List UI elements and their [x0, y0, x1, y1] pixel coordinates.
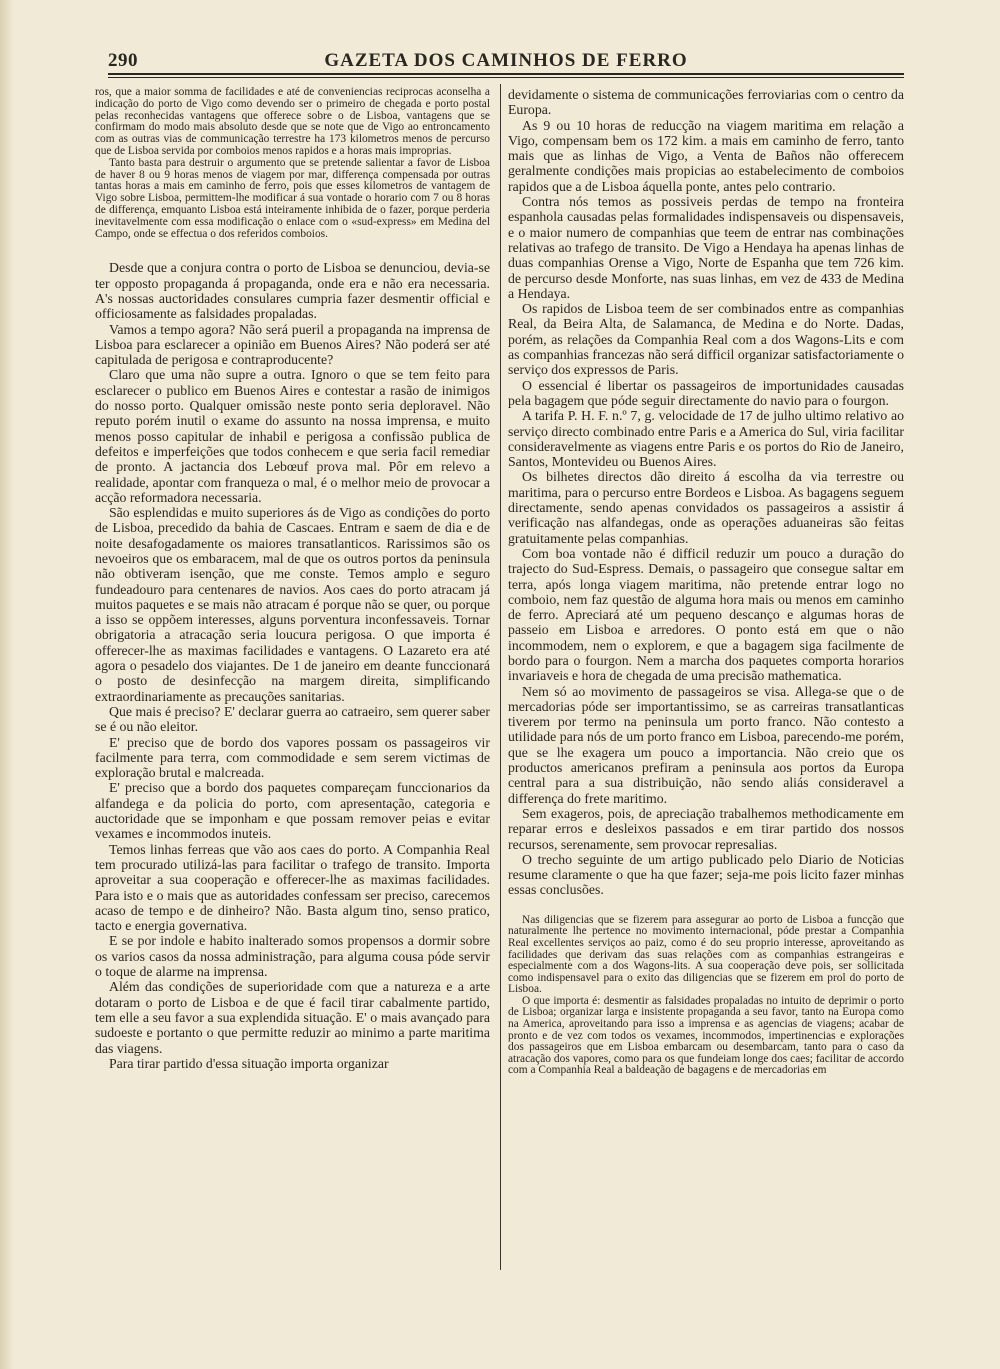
quote-paragraph: Nas diligencias que se fizerem para assegurar ao porto de Lisboa a funcção que naturalmente lhe pertence no movimento internacional, póde prestar a Companhia Real excellentes serviços ao paiz, como é do seu proprio interesse, aproveitando as facilidades que derivam das suas relações com as companhias estrangeiras e especialmente com a dos Wagons-lits. A sua cooperação deve pois, ser sollicitada como indispensavel para o exito das diligencias que se fizerem em prol do porto de Lisboa. [508, 913, 904, 996]
header-rule-thin [108, 77, 904, 78]
body-paragraph: Com boa vontade não é difficil reduzir um pouco a duração do trajecto do Sud-Espress. Demais, o passageiro que consegue saltar em terra, após longa viagem maritima, não pretende entrar logo no comboio, nem faz questão de alguma hora mais ou menos em caminho de ferro. Apreciará até um pequeno descanço e algumas horas de passeio em Lisboa e arredores. O ponto está em que o não incommodem, nem o explorem, e que a bagagem siga facilmente de bordo para o fourgon. Nem a marcha dos paquetes comporta horarios invariaveis e hora de chegada de uma precisão mathematica. [508, 545, 904, 684]
left-column [95, 87, 490, 1269]
body-paragraph: Além das condições de superioridade com que a natureza e a arte dotaram o porto de Lisboa e de que é facil tirar cabalmente partido, tem elle a seu favor a sua explendida situação. E' o mais avançado para sudoeste e portanto o que permitte reduzir ao minimo a parte maritima das viagens. [95, 979, 490, 1056]
quote-paragraph: Tanto basta para destruir o argumento que se pretende salientar a favor de Lisboa de haver 8 ou 9 horas menos de viagem por mar, differença compensada por outras tantas horas a mais em caminho de ferro, pois que esses kilometros de vantagem de Vigo sobre Lisboa, permittem-lhe modificar á sua vontade o horario com 7 ou 8 horas de differença, emquanto Lisboa está inteiramente inhibida de o fazer, porque perderia inevitavelmente com essa modificação o enlace com o «sud-express» em Medina del Campo, onde se effectua o dos referidos comboios. [95, 156, 490, 240]
body-paragraph: Que mais é preciso? E' declarar guerra ao catraeiro, sem querer saber se é ou não eleitor. [95, 703, 490, 735]
body-paragraph: E se por indole e habito inalterado somos propensos a dormir sobre os varios casos da nossa administração, para alguma cousa póde servir o toque de alarme na imprensa. [95, 933, 490, 980]
body-paragraph: São esplendidas e muito superiores ás de Vigo as condições do porto de Lisboa, precedido da bahia de Cascaes. Entram e saem de dia e de noite desafogadamente os maiores transatlanticos. Rarissimos são os nevoeiros que os embaracem, mal de que os outros portos da peninsula não obtiveram isenção, que me conste. Temos amplo e seguro fundeadouro para centenares de navios. Aos caes do porto atracam já muitos paquetes e se mais não atracam é porque não se quer, ou porque a isso se oppõem interesses, alguns porventura inconfessaveis. Tornar obrigatoria a atracação seria loucura perigosa. O que importa é offerecer-lhe as maximas facilidades e vantagens. O Lazareto era até agora o pesadelo dos viajantes. De 1 de janeiro em deante funccionará o posto de desinfecção na margem direita, simplificando extraordinariamente as precauções sanitarias. [95, 505, 490, 704]
journal-title: GAZETA DOS CAMINHOS DE FERRO [324, 50, 688, 71]
page-number: 290 [108, 50, 138, 71]
body-paragraph: Nem só ao movimento de passageiros se visa. Allega-se que o de mercadorias póde ser importantissimo, se as carreiras transatlanticas tiverem por termo na peninsula um porto franco. Não contesto a utilidade para nós de um porto franco em Lisboa, parecendo-me porém, que se lhe exagera um pouco a importancia. Não creio que os productos americanos prefiram a peninsula aos portos da Europa central para a sua distribuição, não sendo aliás consideravel a differença do frete maritimo. [508, 683, 904, 806]
body-paragraph: A tarifa P. H. F. n.º 7, g. velocidade de 17 de julho ultimo relativo ao serviço directo combinado entre Paris e a America do Sul, viria facilitar consideravelmente as viagens entre Paris e os portos do Rio de Janeiro, Santos, Montevideu ou Buenos Aires. [508, 408, 904, 470]
body-paragraph: Os rapidos de Lisboa teem de ser combinados entre as companhias Real, da Beira Alta, de Salamanca, de Medina e do Norte. Dadas, porém, as relações da Companhia Real com a dos Wagons-Lits e com as companhias francezas não será difficil organizar satisfactoriamente o serviço dos expressos de Paris. [508, 301, 904, 378]
body-paragraph: O trecho seguinte de um artigo publicado pelo Diario de Noticias resume claramente o que ha que fazer; seja-me pois licito fazer minhas essas conclusões. [508, 851, 904, 898]
body-paragraph: Contra nós temos as possiveis perdas de tempo na fronteira espanhola causadas pelas formalidades indispensaveis ou dispensaveis, e o maior numero de companhias que teem de entrar nas combinações relativas ao trafego de transito. De Vigo a Hendaya ha apenas linhas de duas companhias Orense a Vigo, Norte de Espanha que tem 726 kim. de percurso desde Monforte, nas suas linhas, em vez de 433 de Medina a Hendaya. [508, 194, 904, 301]
body-paragraph: Vamos a tempo agora? Não será pueril a propaganda na imprensa de Lisboa para esclarecer a opinião em Buenos Aires? Não poderá ser até capitulada de perigosa e contraproducente? [95, 321, 490, 368]
page-header [108, 46, 904, 74]
body-paragraph: Claro que uma não supre a outra. Ignoro o que se tem feito para esclarecer o publico em Buenos Aires e contestar a rasão de inimigos do nosso porto. Qualquer omissão neste ponto seria deploravel. Não reputo porém inutil o exame do assunto na nossa imprensa, e muito menos posso capitular de inhabil e perigosa a confissão publica de defeitos e imperfeições que todos conhecem e que seria facil remediar de pronto. A jactancia dos Lebœuf prova mal. Pôr em relevo a realidade, apontar com franqueza o mal, é o melhor meio de provocar a acção reformadora necessaria. [95, 367, 490, 505]
body-paragraph: As 9 ou 10 horas de reducção na viagem maritima em relação a Vigo, compensam bem os 172 kim. a mais em caminho de ferro, tanto mais que as linhas de Vigo, a Venta de Baños não offerecem geralmente condições mais propicias ao estabelecimento de comboios rapidos que a de Lisboa áquella ponte, antes pelo contrario. [508, 117, 904, 194]
body-paragraph: E' preciso que a bordo dos paquetes compareçam funccionarios da alfandega e da policia do porto, com apresentação, categoria e auctoridade que se imponham e que possam remover peias e evitar vexames e incommodos inuteis. [95, 780, 490, 842]
body-paragraph: Temos linhas ferreas que vão aos caes do porto. A Companhia Real tem procurado utilizá-las para facilitar o trafego de transito. Importa aproveitar a sua cooperação e offerecer-lhe as maximas facilidades. Para isto e o mais que as autoridades confessam ser preciso, carecemos acaso de tempo e de dinheiro? Não. Basta algum tino, senso pratico, tacto e energia governativa. [95, 841, 490, 934]
body-paragraph: devidamente o sistema de communicações ferroviarias com o centro da Europa. [508, 87, 904, 118]
body-paragraph: Desde que a conjura contra o porto de Lisboa se denunciou, devia-se ter opposto propaganda á propaganda, onde era e não era necessaria. A's nossas auctoridades consulares cumpria fazer desmentir official e officiosamente as falsidades propaladas. [95, 260, 490, 322]
body-paragraph: Para tirar partido d'essa situação importa organizar [109, 1055, 389, 1071]
right-column [508, 87, 904, 1269]
quote-paragraph: O que importa é: desmentir as falsidades propaladas no intuito de deprimir o porto de Lisboa; organizar larga e insistente propaganda a seu favor, tanto na Europa como na America, aproveitando para isso a imprensa e as agencias de viagens; acabar de pronto e de vez com todos os vexames, incommodos, impertinencias e explorações dos passageiros que em Lisboa embarcam ou desembarcam, tanto para o caso da atracação dos vapores, como para os que fundeiam longe dos caes; facilitar de accordo com a Companhia Real a baldeação de bagagens e de mercadorias em [508, 994, 904, 1077]
body-paragraph: E' preciso que de bordo dos vapores possam os passageiros vir facilmente para terra, com commodidade e sem serem victimas de exploração brutal e malcreada. [95, 734, 490, 781]
body-paragraph: Os bilhetes directos dão direito á escolha da via terrestre ou maritima, para o percurso entre Bordeos e Lisboa. As bagagens seguem directamente, sendo apenas convidados os passageiros a assistir á verificação nas alfandegas, onde as operações aduaneiras são feitas gratuitamente pelas companhias. [508, 469, 904, 546]
body-paragraph: Sem exageros, pois, de apreciação trabalhemos methodicamente em reparar erros e desleixos passados e em tirar partido dos nossos recursos, serenamente, sem provocar represalias. [508, 805, 904, 852]
column-divider [500, 84, 501, 1270]
body-paragraph: O essencial é libertar os passageiros de importunidades causadas pela bagagem que póde seguir directamente do navio para o fourgon. [508, 377, 904, 408]
header-rule [108, 73, 904, 75]
quote-paragraph: ros, que a maior somma de facilidades e até de conveniencias reciprocas aconselha a indicação do porto de Vigo como devendo ser o primeiro de chegada e porto postal pelas reconhecidas vantagens que offerece sobre o de Lisboa, vantagens que se confirmam do modo mais absoluto desde que se note que de Vigo ao entroncamento com as outras vias de communicação terrestre ha 173 kilometros menos de percurso que de Lisboa servida por comboios menos rapidos e a horas mais improprias. [95, 87, 490, 157]
page-edge-shadow [0, 0, 14, 1369]
